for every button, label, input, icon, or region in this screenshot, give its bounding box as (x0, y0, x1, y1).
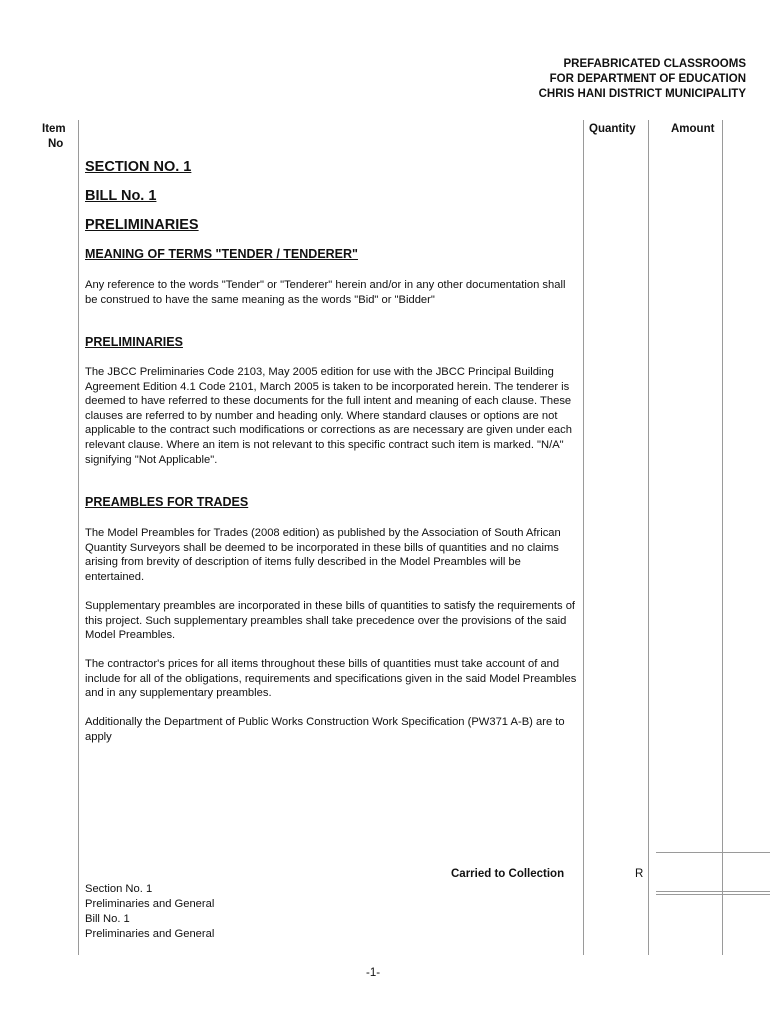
column-divider-item (78, 120, 79, 955)
total-bottom-rule-1 (656, 891, 770, 892)
footer-section-description: Preliminaries and General (85, 898, 215, 910)
carried-to-collection-label: Carried to Collection (451, 868, 565, 880)
total-top-rule (656, 852, 770, 853)
preambles-heading: PREAMBLES FOR TRADES (85, 495, 249, 509)
column-divider-description (583, 120, 584, 955)
total-bottom-rule-2 (656, 894, 770, 895)
meaning-paragraph: Any reference to the words "Tender" or "Tenderer" herein and/or in any other documentation shall be construed to have the same meaning as the words "Bid" or "Bidder" (85, 279, 566, 306)
preambles-paragraph-2: Supplementary preambles are incorporated in these bills of quantities to satisfy the requirements of this project. Such supplementary preambles shall take precedence over the provisions of the said Model Preambles. (85, 600, 576, 642)
preambles-paragraph-4: Additionally the Department of Public Works Construction Work Specification (PW371 A-B) are to apply (85, 716, 565, 743)
footer-section-line: Section No. 1 (85, 883, 153, 895)
page-number: -1- (366, 967, 381, 979)
header-municipality: CHRIS HANI DISTRICT MUNICIPALITY (538, 88, 746, 100)
meaning-heading: MEANING OF TERMS "TENDER / TENDERER" (85, 247, 358, 261)
column-no-label: No (48, 138, 64, 150)
preliminaries-heading: PRELIMINARIES (85, 335, 183, 349)
section-heading: SECTION NO. 1 (85, 159, 192, 175)
bill-heading: BILL No. 1 (85, 188, 157, 204)
footer-bill-description: Preliminaries and General (85, 928, 215, 940)
column-amount-label: Amount (671, 123, 715, 135)
column-quantity-label: Quantity (589, 123, 636, 135)
header-client: FOR DEPARTMENT OF EDUCATION (549, 73, 746, 85)
currency-symbol: R (635, 868, 644, 880)
column-item-label: Item (42, 123, 66, 135)
column-divider-amount (722, 120, 723, 955)
preambles-paragraph-3: The contractor's prices for all items throughout these bills of quantities must take account of and include for all of the obligations, requirements and specifications given in the said Model Preambles and in any supplementary preambles. (85, 658, 577, 700)
header-project-title: PREFABRICATED CLASSROOMS (563, 58, 746, 70)
footer-bill-line: Bill No. 1 (85, 913, 130, 925)
preambles-paragraph-1: The Model Preambles for Trades (2008 edition) as published by the Association of South African Quantity Surveyors shall be deemed to be incorporated in these bills of quantities and no claims arising from brevity of description of items fully described in the Model Preambles will be entertained. (85, 527, 561, 583)
preliminaries-title: PRELIMINARIES (85, 217, 199, 233)
preliminaries-paragraph: The JBCC Preliminaries Code 2103, May 2005 edition for use with the JBCC Principal Building Agreement Edition 4.1 Code 2101, March 2005 is taken to be incorporated herein. The tenderer is deemed to have referred to these documents for the full intent and meaning of each clause. These clauses are referred to by number and heading only. Where standard clauses or options are not applicable to the contract such modifications or corrections as are necessary are given under each relevant clause. Where an item is not relevant to this specific contract such item is marked. "N/A" signifying "Not Applicable". (85, 366, 572, 466)
column-divider-quantity (648, 120, 649, 955)
